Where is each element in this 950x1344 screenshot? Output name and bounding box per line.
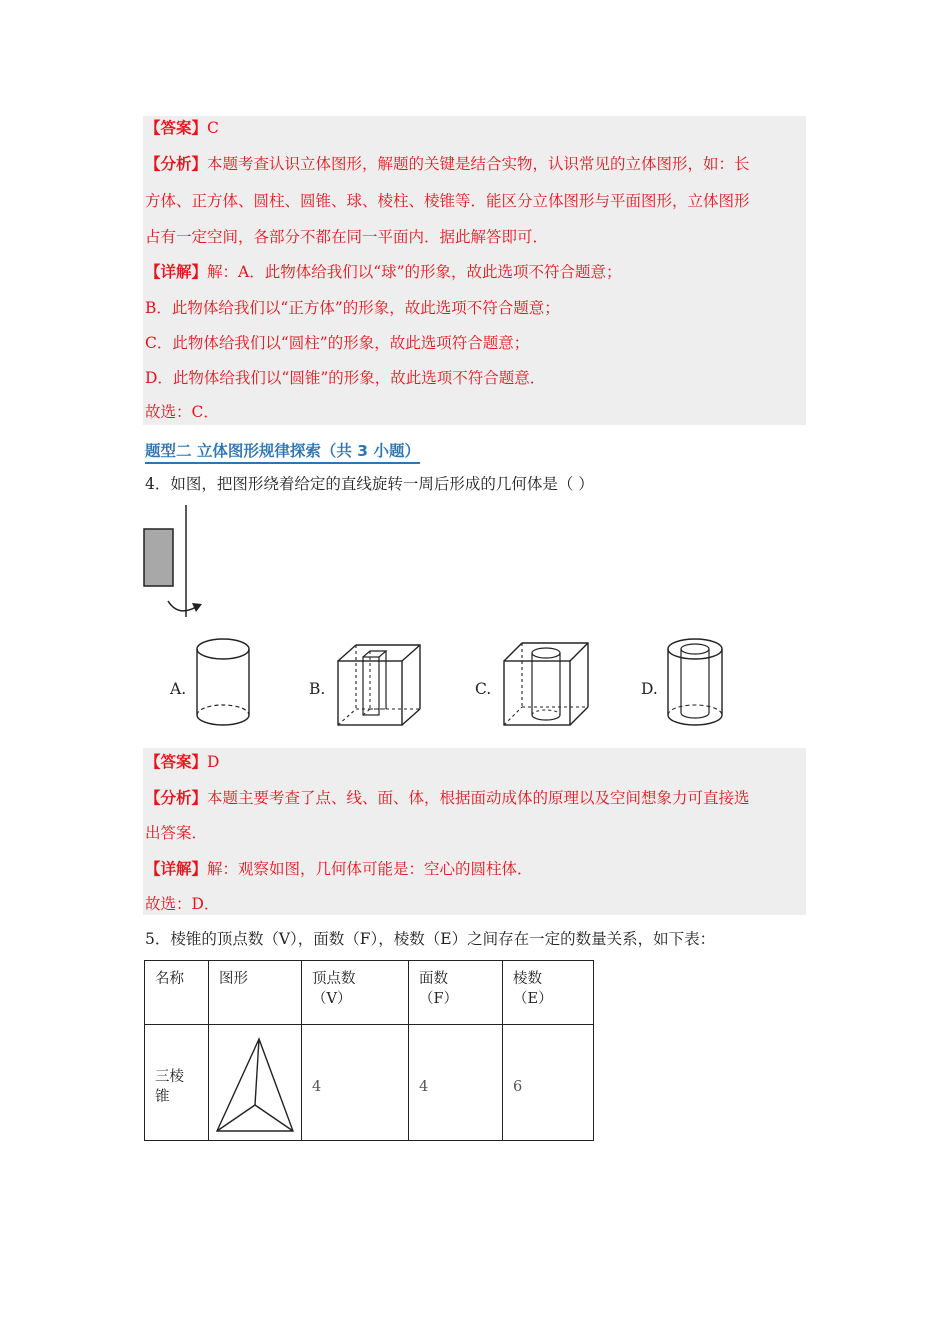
answer-line-1 [145, 118, 219, 138]
question-4-text: 4．如图，把图形绕着给定的直线旋转一周后形成的几何体是（ ） [145, 475, 594, 493]
analysis-tag: 【分析】 [145, 154, 208, 173]
answer-value: C [207, 119, 219, 137]
detail-line-1 [145, 262, 622, 282]
detail-line-5: 故选：C． [145, 403, 219, 421]
option-b-label: B. [309, 680, 326, 698]
header-faces [409, 961, 503, 1025]
header-edges [503, 961, 594, 1025]
option-a-label: A. [170, 680, 187, 698]
analysis-line-2: 方体、正方体、圆柱、圆锥、球、棱柱、棱锥等．能区分立体图形与平面图形，立体图形 [145, 192, 750, 210]
detail-text: 解：观察如图，几何体可能是：空心的圆柱体． [207, 860, 533, 878]
header-faces-label: 面数 [419, 971, 448, 987]
row-name [145, 1025, 209, 1141]
detail-line-b1 [145, 859, 533, 879]
detail-line-b2: 故选：D． [145, 895, 220, 913]
option-c-label: C. [475, 680, 492, 698]
header-name: 名称 [145, 961, 209, 1025]
analysis-text: 本题考查认识立体图形，解题的关键是结合实物，认识常见的立体图形，如：长 [207, 155, 750, 173]
header-edges-label: 棱数 [513, 971, 542, 987]
option-d-label: D. [641, 680, 658, 698]
header-vertices [302, 961, 409, 1025]
detail-line-2: B．此物体给我们以“正方体”的形象，故此选项不符合题意； [145, 299, 560, 317]
detail-tag: 【详解】 [145, 262, 208, 281]
row-name-line-2: 锥 [155, 1088, 170, 1105]
answer-tag: 【答案】 [145, 118, 208, 137]
row-vertices: 4 [302, 1025, 409, 1141]
answer-line-2 [145, 752, 219, 772]
triangular-pyramid-figure [213, 1037, 297, 1133]
header-vertices-label: 顶点数 [312, 971, 356, 987]
question-5-text: 5．棱锥的顶点数（V），面数（F），棱数（E）之间存在一定的数量关系，如下表： [145, 930, 716, 948]
option-a-cylinder [195, 637, 255, 729]
detail-tag: 【详解】 [145, 859, 208, 878]
detail-text: 解：A．此物体给我们以“球”的形象，故此选项不符合题意； [207, 263, 622, 281]
detail-line-3: C．此物体给我们以“圆柱”的形象，故此选项符合题意； [145, 334, 530, 352]
pyramid-table [144, 960, 594, 1141]
header-faces-symbol: （F） [419, 991, 459, 1007]
row-faces: 4 [409, 1025, 503, 1141]
rotation-arrow-icon [168, 601, 196, 611]
header-vertices-symbol: （V） [312, 991, 352, 1007]
answer-tag: 【答案】 [145, 752, 208, 771]
table-header-row [145, 961, 594, 1025]
analysis-line-3: 占有一定空间，各部分不都在同一平面内．据此解答即可． [145, 228, 549, 246]
rotation-figure [140, 505, 215, 620]
analysis-line-b2: 出答案． [145, 824, 208, 842]
row-figure [209, 1025, 302, 1141]
detail-line-4: D．此物体给我们以“圆锥”的形象，故此选项不符合题意． [145, 369, 546, 387]
row-name-line-1: 三棱 [155, 1068, 184, 1085]
analysis-line-1 [145, 154, 750, 174]
answer-value: D [207, 753, 220, 771]
table-row [145, 1025, 594, 1141]
analysis-tag: 【分析】 [145, 788, 208, 807]
analysis-text: 本题主要考查了点、线、面、体，根据面动成体的原理以及空间想象力可直接选 [207, 789, 750, 807]
option-b-cube-with-prism [336, 643, 422, 728]
row-edges: 6 [503, 1025, 594, 1141]
section-heading: 题型二 立体图形规律探索（共 3 小题） [145, 439, 420, 464]
option-c-cube-with-cylinder [502, 641, 590, 728]
header-edges-symbol: （E） [513, 991, 553, 1007]
rectangle-shape [144, 529, 173, 586]
header-figure: 图形 [209, 961, 302, 1025]
answer-block-2 [143, 748, 806, 915]
option-d-hollow-cylinder [666, 637, 726, 729]
analysis-line-b1 [145, 788, 750, 808]
